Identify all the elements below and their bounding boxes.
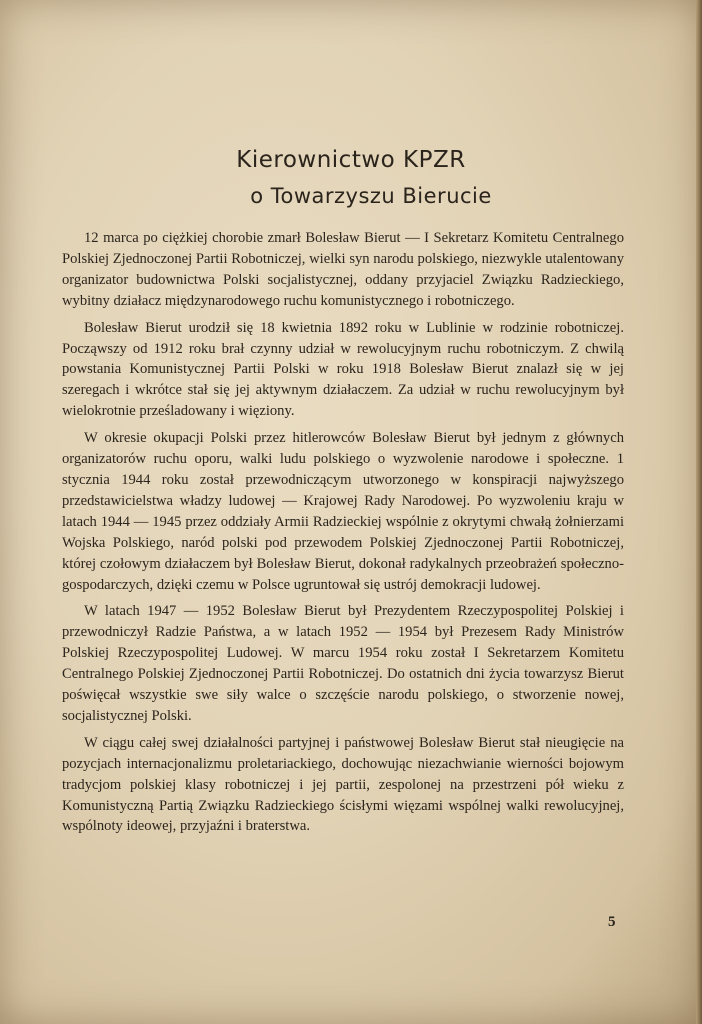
page-subtitle: o Towarzyszu Bierucie [250, 184, 492, 208]
paragraph: W ciągu całej swej działalności partyjnej i państwowej Bolesław Bierut stał nieugięcie na pozycjach internacjonalizmu proletariackiego, dochowując niezachwianie wierności bojowym tradycjom polskiej klasy robotniczej i jej partii, zespolonej na przestrzeni pół wieku z Komunistyczną Partią Związku Radzieckiego ścisłymi więzami wspólnej walki rewolucyjnej, wspólnoty ideowej, przyjaźni i braterstwa. [62, 734, 624, 835]
page-number: 5 [608, 914, 616, 930]
paragraph: W latach 1947 — 1952 Bolesław Bierut był Prezydentem Rzeczypospolitej Polskiej i przewodniczył Radzie Państwa, a w latach 1952 — 1954 był Prezesem Rady Ministrów Polskiej Rzeczypospolitej Ludowej. W marcu 1954 roku został I Sekretarzem Komitetu Centralnego Polskiej Zjednoczonej Partii Robotniczej. Do ostatnich dni życia towarzysz Bierut poświęcał wszystkie swe siły walce o szczęście narodu polskiego, o stworzenie nowej, socjalistycznej Polski. [62, 603, 624, 724]
paragraph: Bolesław Bierut urodził się 18 kwietnia 1892 roku w Lublinie w rodzinie robotniczej. Począwszy od 1912 roku brał czynny udział w rewolucyjnym ruchu robotniczym. Z chwilą powstania Komunistycznej Partii Polski w roku 1918 Bolesław Bierut znalazł się w jej szeregach i wkrótce stał się jej aktywnym działaczem. Za udział w ruchu rewolucyjnym był wielokrotnie prześladowany i więziony. [62, 319, 624, 420]
paragraph: W okresie okupacji Polski przez hitlerowców Bolesław Bierut był jednym z głównych organizatorów ruchu oporu, walki ludu polskiego o wyzwolenie narodowe i społeczne. 1 stycznia 1944 roku został przewodniczącym utworzonego w konspiracji najwyższego przedstawicielstwa władzy ludowej — Krajowej Rady Narodowej. Po wyzwoleniu kraju w latach 1944 — 1945 przez oddziały Armii Radzieckiej wspólnie z okrytymi chwałą żołnierzami Wojska Polskiego, naród polski pod przewodem Polskiej Zjednoczonej Partii Robotniczej, której czołowym działaczem był Bolesław Bierut, dokonał radykalnych przeobrażeń społeczno-gospodarczych, dzięki czemu w Polsce ugruntował się ustrój demokracji ludowej. [62, 430, 624, 593]
title-block [0, 142, 702, 214]
paragraph: 12 marca po ciężkiej chorobie zmarł Bolesław Bierut — I Sekretarz Komitetu Centralnego Polskiej Zjednoczonej Partii Robotniczej, wielki syn narodu polskiego, niezwykle utalentowany organizator budownictwa Polski socjalistycznej, oddany przyjaciel Związku Radzieckiego, wybitny działacz międzynarodowego ruchu komunistycznego i robotniczego. [62, 230, 624, 309]
article-body [62, 228, 624, 843]
page-title: Kierownictwo KPZR [236, 147, 466, 173]
